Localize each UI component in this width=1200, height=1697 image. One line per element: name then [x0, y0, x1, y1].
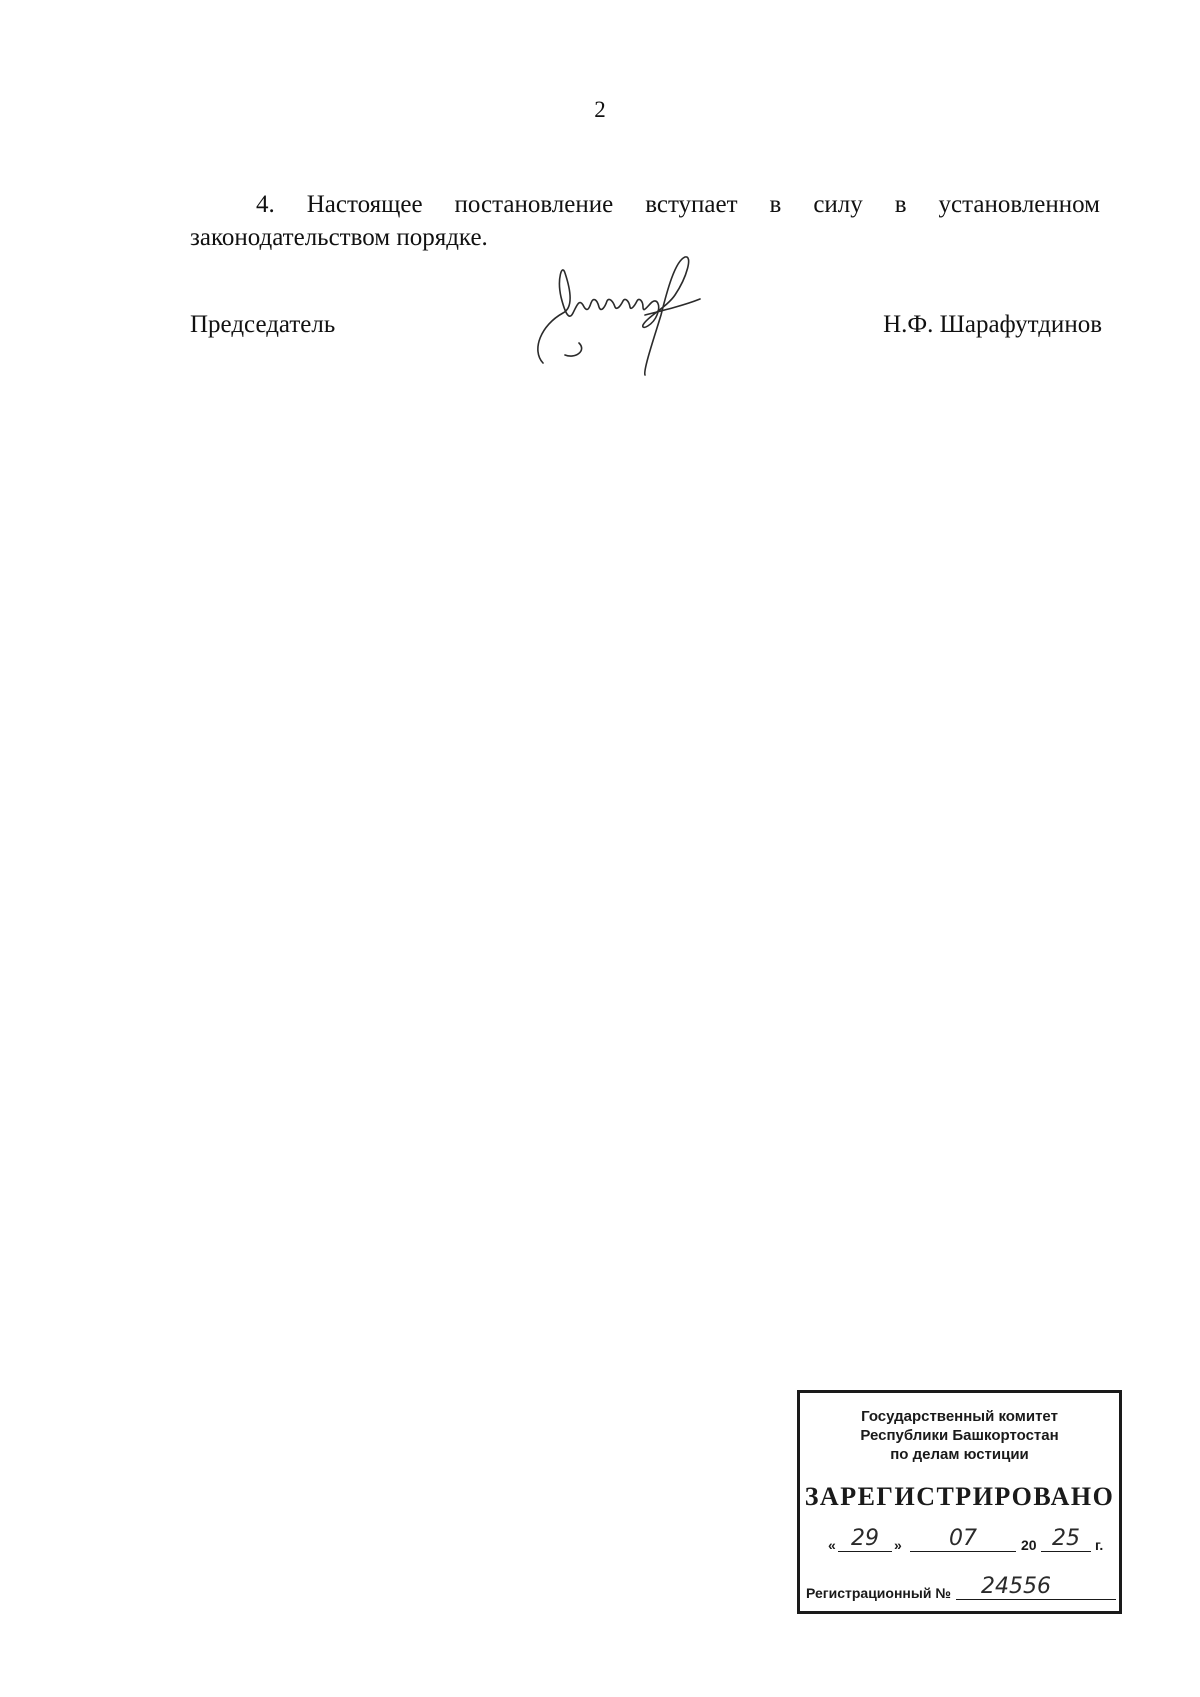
date-open-quote: « [828, 1537, 836, 1553]
clause-4: 4. Настоящее постановление вступает в силу в установленном законодательством порядке. [190, 191, 1100, 251]
registration-underline [956, 1599, 1116, 1600]
date-year-prefix: 20 [1021, 1537, 1037, 1553]
stamp-registration [806, 1575, 1116, 1605]
page-number: 2 [594, 97, 606, 122]
date-year-suffix: 25 [1052, 1526, 1080, 1551]
date-month: 07 [949, 1526, 977, 1551]
year-underline [1041, 1551, 1091, 1552]
signatory-name: Н.Ф. Шарафутдинов [883, 311, 1102, 338]
stamp-date [828, 1527, 1118, 1557]
day-underline [838, 1551, 892, 1552]
date-year-unit: г. [1095, 1537, 1104, 1553]
signatory-role: Председатель [190, 311, 336, 338]
stamp-authority: Государственный комитет Республики Башкортостан по делам юстиции [860, 1408, 1059, 1463]
date-day: 29 [851, 1526, 879, 1551]
registration-label: Регистрационный № [806, 1585, 951, 1601]
stamp-title: ЗАРЕГИСТРИРОВАНО [804, 1482, 1115, 1511]
registration-number: 24556 [981, 1574, 1051, 1599]
month-underline [910, 1551, 1016, 1552]
date-close-quote: » [894, 1537, 902, 1553]
registration-stamp [797, 1390, 1122, 1614]
handwritten-signature [535, 255, 705, 380]
